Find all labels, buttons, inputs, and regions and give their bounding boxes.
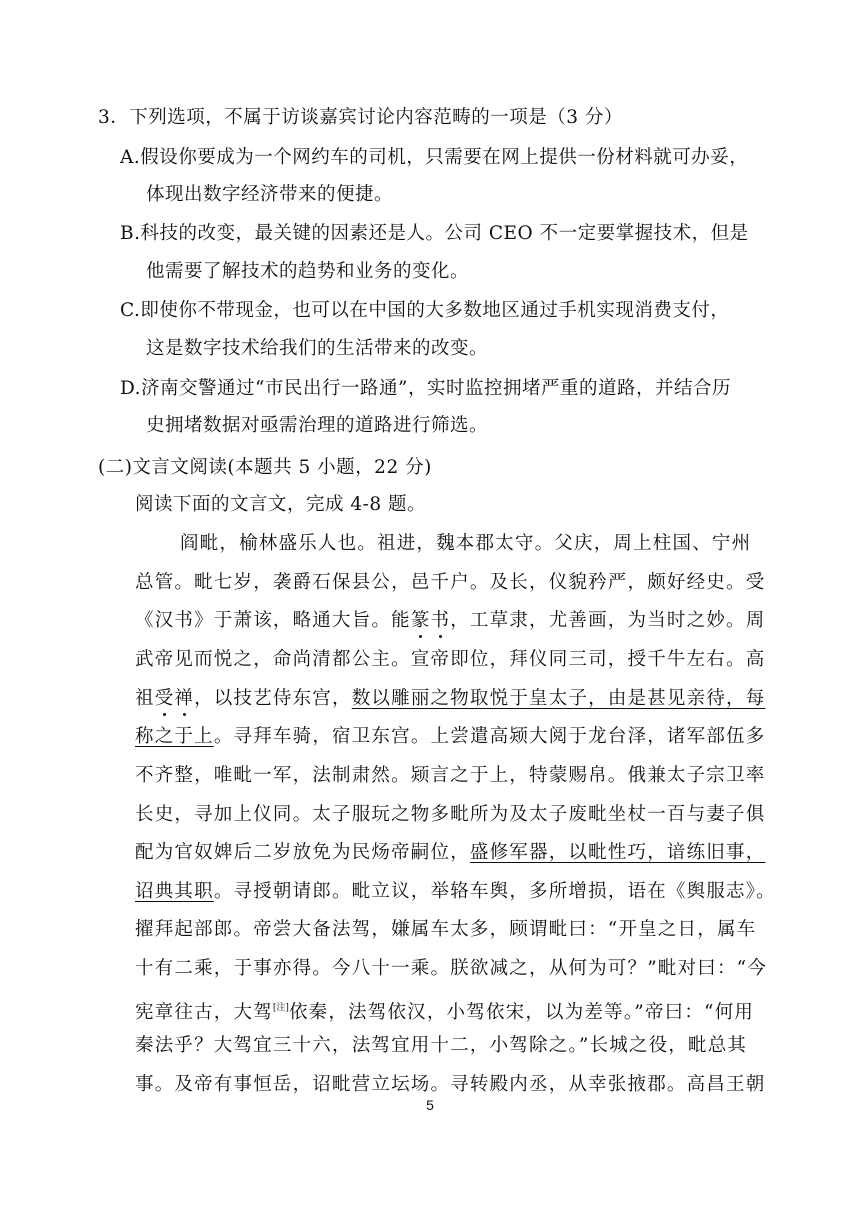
- passage-line: 事。及帝有事恒岳，诏毗营立坛场。寻转殿内丞，从幸张掖郡。高昌王朝: [135, 1074, 766, 1095]
- underlined-sentence: 诏典其职: [135, 881, 214, 902]
- option-b-line1: B.科技的改变，最关键的因素还是人。公司 CEO 不一定要掌握技术，但是: [120, 223, 749, 244]
- passage-line: 称之于上。寻拜车骑，宿卫东宫。上尝遣高颎大阅于龙台泽，诸军部伍多: [135, 726, 766, 747]
- footnote-marker: [注]: [272, 1003, 289, 1013]
- passage-line: 十有二乘，于事亦得。今八十一乘。朕欲减之，从何为可？”毗对曰：“今: [135, 958, 768, 979]
- option-c-line1: C.即使你不带现金，也可以在中国的大多数地区通过手机实现消费支付，: [120, 300, 730, 321]
- option-b-line2: 他需要了解技术的趋势和业务的变化。: [146, 261, 470, 282]
- passage-line: 长史，寻加上仪同。太子服玩之物多毗所为及太子废毗坐杖一百与妻子俱: [135, 804, 766, 825]
- underlined-sentence: 数以雕丽之物取悦于皇太子，由是甚见亲待，每: [351, 688, 766, 709]
- passage-line: 擢拜起部郎。帝尝大备法驾，嫌属车太多，顾谓毗曰：“开皇之日，属车: [135, 919, 757, 940]
- section-heading: (二)文言文阅读(本题共 5 小题，22 分): [98, 457, 432, 478]
- passage-line: 配为官奴婢后二岁放免为民炀帝嗣位，盛修军器，以毗性巧，谙练旧事，: [135, 842, 766, 863]
- passage-line: 秦法乎？大驾宜三十六，法驾宜用十二，小驾除之。”长城之役，毗总其: [135, 1035, 748, 1056]
- option-d-line2: 史拥堵数据对亟需治理的道路进行筛选。: [146, 415, 489, 436]
- page-number: 5: [426, 1097, 434, 1113]
- passage-line: 《汉书》于萧该，略通大旨。能篆书，工草隶，尤善画，为当时之妙。周: [135, 610, 766, 631]
- option-a-line1: A.假设你要成为一个网约车的司机，只需要在网上提供一份材料就可办妥，: [120, 147, 749, 168]
- passage-line: 宪章往古，大驾[注]依秦，法驾依汉，小驾依宋，以为差等。”帝曰：“何用: [135, 1002, 755, 1023]
- option-a-line2: 体现出数字经济带来的便捷。: [146, 184, 394, 205]
- underlined-sentence: 盛修军器，以毗性巧，谙练旧事，: [469, 842, 766, 863]
- emphasis-dotted-char: 书: [430, 610, 451, 631]
- option-d-line1: D.济南交警通过“市民出行一路通”，实时监控拥堵严重的道路，并结合历: [120, 378, 731, 399]
- passage-line: 诏典其职。寻授朝请郎。毗立议，举辂车舆，多所增损，语在《舆服志》。: [135, 881, 776, 902]
- passage-line: 阎毗，榆林盛乐人也。祖进，魏本郡太守。父庆，周上柱国、宁州: [180, 533, 752, 554]
- emphasis-dotted-char: 篆: [410, 610, 431, 631]
- emphasis-dotted-char: 受: [154, 688, 175, 709]
- underlined-sentence: 称之于上: [135, 726, 214, 747]
- emphasis-dotted-char: 禅: [174, 688, 195, 709]
- passage-line: 武帝见而悦之，命尚清都公主。宣帝即位，拜仪同三司，授千牛左右。高: [135, 649, 766, 670]
- passage-line: 总管。毗七岁，袭爵石保县公，邑千户。及长，仪貌矜严，颇好经史。受: [135, 572, 766, 593]
- section-intro: 阅读下面的文言文，完成 4-8 题。: [135, 494, 427, 515]
- question-3-stem: 3．下列选项，不属于访谈嘉宾讨论内容范畴的一项是（3 分）: [98, 107, 623, 128]
- option-c-line2: 这是数字技术给我们的生活带来的改变。: [146, 338, 489, 359]
- passage-line: 不齐整，唯毗一军，法制肃然。颎言之于上，特蒙赐帛。俄兼太子宗卫率: [135, 765, 766, 786]
- passage-line: 祖受禅，以技艺侍东宫，数以雕丽之物取悦于皇太子，由是甚见亲待，每: [135, 688, 766, 709]
